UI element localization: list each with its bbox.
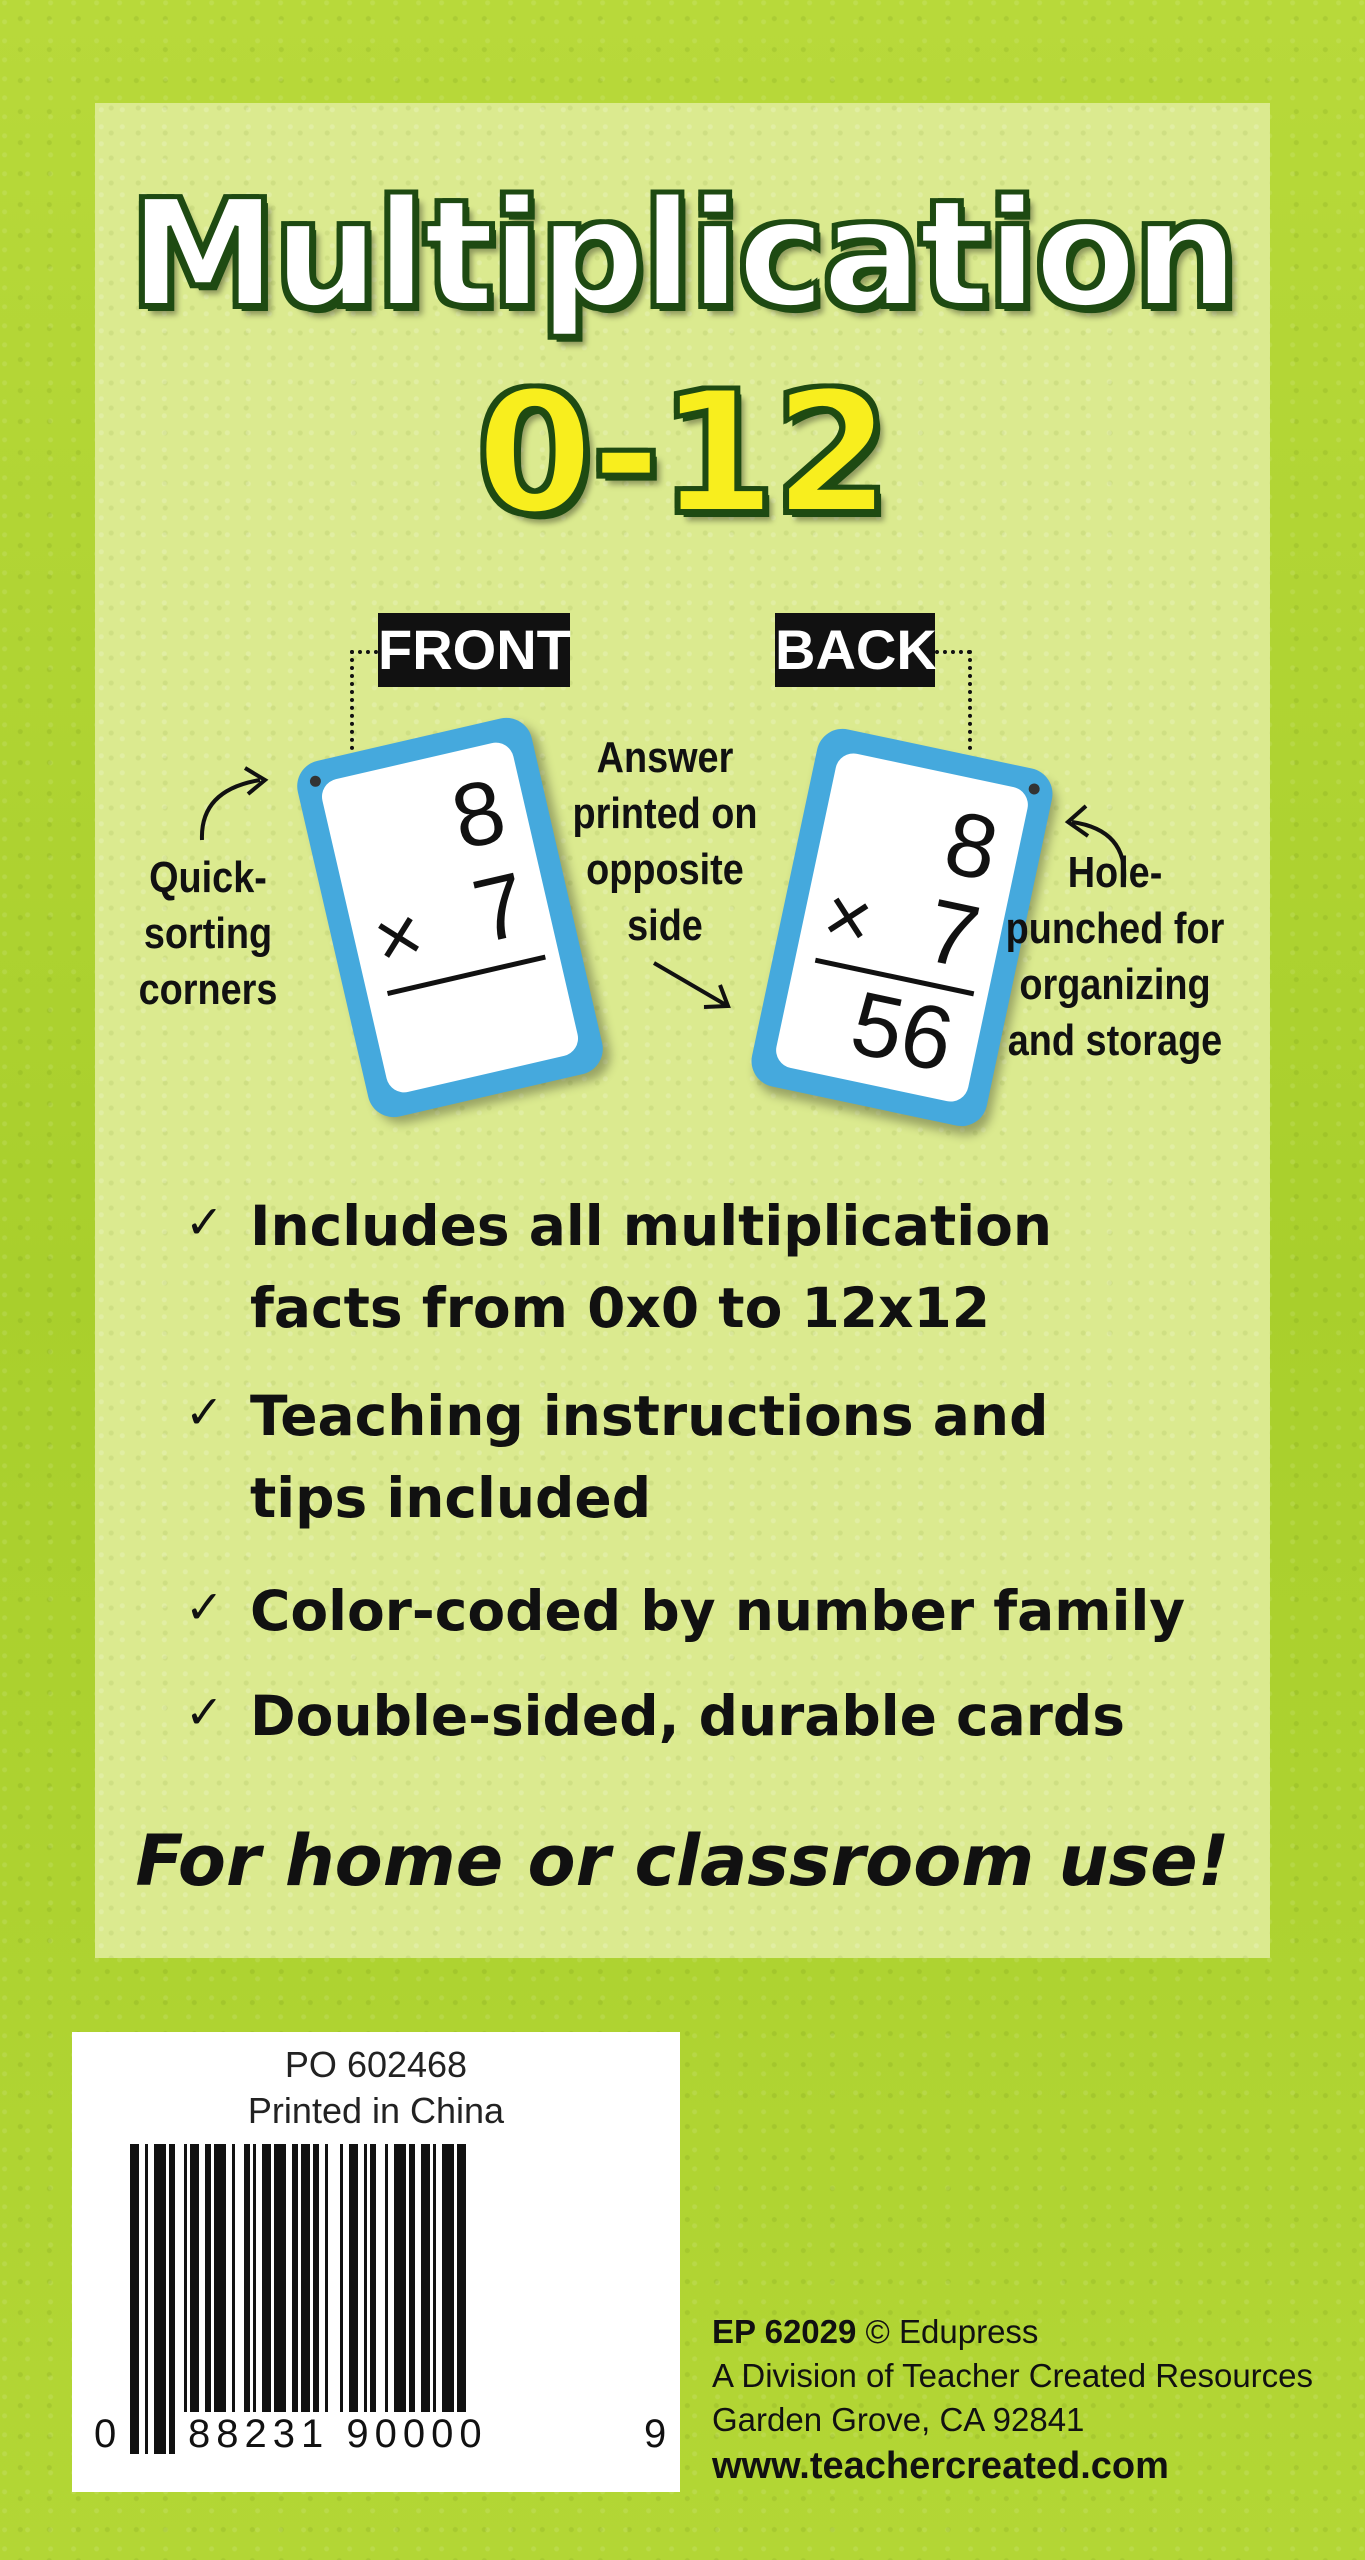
- barcode-bar: [145, 2144, 148, 2454]
- barcode-bar: [364, 2144, 367, 2454]
- barcode-bar: [421, 2144, 430, 2454]
- feature-item: Includes all multiplication facts from 0x0 to 12x12: [250, 1194, 1053, 1340]
- po-number: PO 602468: [284, 2044, 468, 2085]
- barcode-bar: [232, 2144, 235, 2454]
- back-leader-line: [935, 650, 971, 654]
- back-leader-line-vertical: [968, 650, 972, 750]
- barcode-bar: [205, 2144, 211, 2454]
- arrow-icon: [648, 955, 738, 1015]
- note-hole-punched: Hole- punched for organizing and storage: [1005, 848, 1225, 1065]
- check-icon: ✓: [185, 1385, 224, 1439]
- feature-item: Color-coded by number family: [250, 1579, 1186, 1643]
- tagline: For home or classroom use!: [135, 1820, 1230, 1902]
- publisher-address: Garden Grove, CA 92841: [712, 2401, 1085, 2438]
- barcode-bar: [184, 2144, 187, 2454]
- barcode-digit-left: 0: [94, 2412, 117, 2456]
- barcode-bar: [130, 2144, 139, 2454]
- barcode-bar: [457, 2144, 466, 2454]
- back-label: BACK: [775, 613, 935, 687]
- barcode-bar: [442, 2144, 454, 2454]
- barcode-bar: [349, 2144, 358, 2454]
- publisher-division: A Division of Teacher Created Resources: [712, 2357, 1314, 2394]
- barcode-bar: [169, 2144, 175, 2454]
- back-top-number: 8: [936, 792, 1007, 901]
- front-label: FRONT: [378, 613, 570, 687]
- barcode-bar: [190, 2144, 199, 2454]
- barcode-bar: [370, 2144, 376, 2454]
- barcode-bar: [292, 2144, 298, 2454]
- front-times-sign: ×: [365, 887, 432, 986]
- front-leader-line-vertical: [350, 650, 354, 750]
- barcode-bar: [253, 2144, 256, 2454]
- barcode-label: [72, 2032, 680, 2492]
- feature-item: Teaching instructions and tips included: [250, 1384, 1049, 1530]
- barcode-bar: [340, 2144, 343, 2454]
- website-link[interactable]: www.teachercreated.com: [712, 2445, 1169, 2487]
- hole-punch-icon: [1028, 782, 1041, 795]
- product-code: EP 62029: [712, 2313, 857, 2350]
- barcode-digit-right: 9: [644, 2412, 667, 2456]
- barcode-bar: [385, 2144, 388, 2454]
- product-title: Multiplication: [129, 168, 1236, 340]
- barcode-bar: [244, 2144, 250, 2454]
- barcode-bar: [301, 2144, 310, 2454]
- note-quick-sorting: Quick- sorting corners: [138, 853, 278, 1014]
- barcode-bar: [154, 2144, 166, 2454]
- check-icon: ✓: [185, 1195, 224, 1249]
- front-bottom-number: 7: [464, 854, 536, 963]
- barcode-bar: [262, 2144, 271, 2454]
- check-icon: ✓: [185, 1580, 224, 1634]
- note-answer-printed: Answer printed on opposite side: [572, 733, 758, 950]
- check-icon: ✓: [185, 1685, 224, 1739]
- back-times-sign: ×: [816, 868, 881, 966]
- barcode-bar: [274, 2144, 286, 2454]
- barcode-bar: [214, 2144, 226, 2454]
- publisher-info: [712, 2310, 1313, 2442]
- barcode-bar: [394, 2144, 406, 2454]
- arrow-icon: [190, 760, 280, 850]
- front-top-number: 8: [442, 760, 515, 870]
- barcode-digits: 88231 90000: [182, 2412, 494, 2457]
- barcode-bar: [313, 2144, 319, 2454]
- barcode-bar: [409, 2144, 415, 2454]
- feature-item: Double-sided, durable cards: [250, 1684, 1126, 1748]
- copyright: © Edupress: [865, 2313, 1039, 2350]
- back-bottom-number: 7: [917, 880, 988, 989]
- product-range: 0-12: [476, 355, 889, 551]
- back-answer-number: 56: [842, 973, 962, 1092]
- barcode-graphic: [130, 2144, 630, 2454]
- front-leader-line: [350, 650, 378, 654]
- barcode-bar: [325, 2144, 328, 2454]
- barcode-bar: [433, 2144, 436, 2454]
- hole-punch-icon: [309, 775, 322, 788]
- arrow-icon: [1062, 800, 1142, 890]
- printed-in: Printed in China: [247, 2090, 505, 2131]
